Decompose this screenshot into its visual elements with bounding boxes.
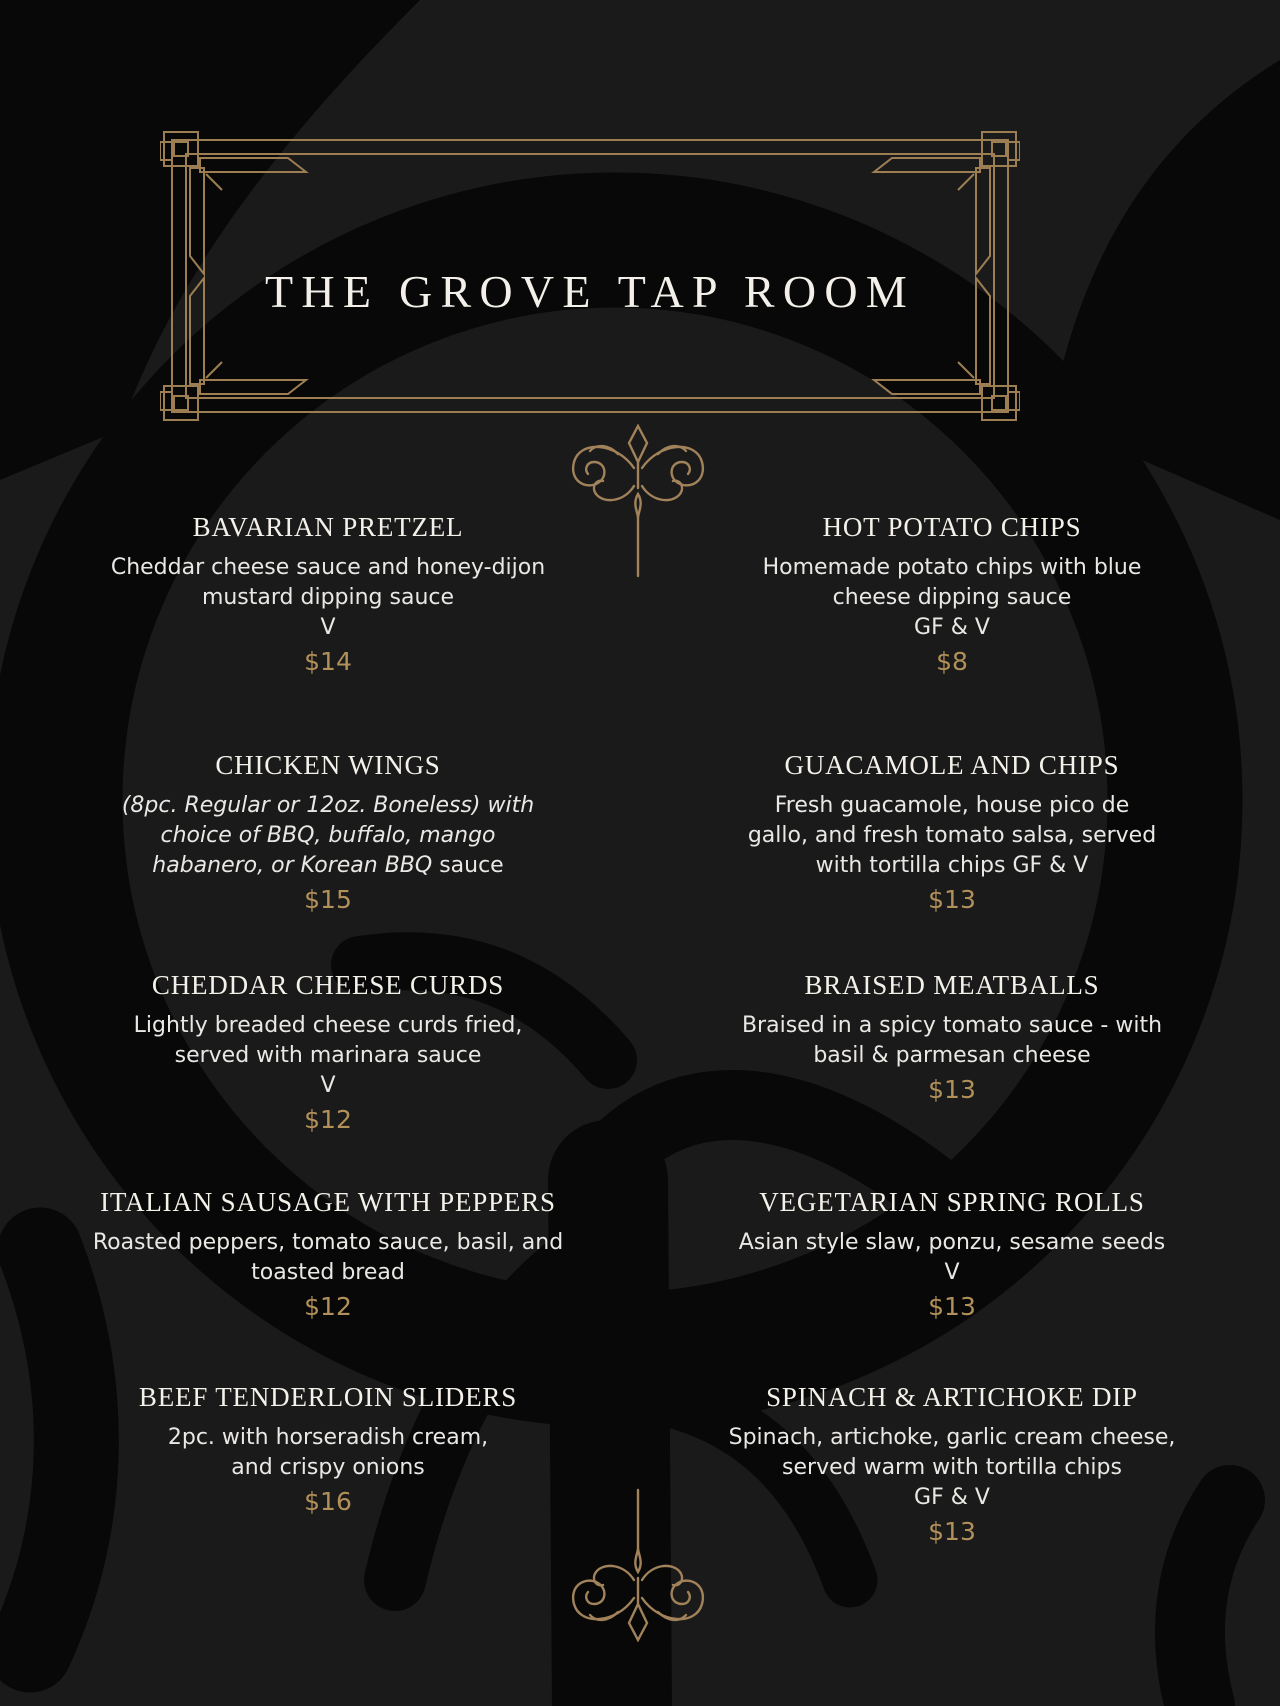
item-name: HOT POTATO CHIPS bbox=[822, 512, 1082, 542]
item-name: CHEDDAR CHEESE CURDS bbox=[151, 970, 505, 1000]
menu-item-guacamole-and-chips bbox=[688, 750, 1216, 917]
description-line: and crispy onions bbox=[231, 1455, 425, 1480]
item-description bbox=[64, 553, 592, 613]
item-description bbox=[688, 1228, 1216, 1258]
item-description bbox=[688, 1011, 1216, 1071]
description-line: Asian style slaw, ponzu, sesame seeds bbox=[738, 1230, 1166, 1255]
description-line: Spinach, artichoke, garlic cream cheese, bbox=[728, 1425, 1176, 1450]
item-price: $12 bbox=[304, 1105, 352, 1134]
dietary-label: V bbox=[320, 1073, 336, 1098]
item-name: CHICKEN WINGS bbox=[215, 750, 441, 780]
description-line: gallo, and fresh tomato salsa, served bbox=[747, 823, 1157, 848]
description-line: Fresh guacamole, house pico de bbox=[774, 793, 1130, 818]
dietary-label: V bbox=[320, 615, 336, 640]
menu-item-vegetarian-spring-rolls bbox=[688, 1187, 1216, 1324]
item-description bbox=[64, 791, 592, 881]
item-name: BRAISED MEATBALLS bbox=[804, 970, 1100, 1000]
item-price: $16 bbox=[304, 1487, 352, 1516]
description-regular-part: sauce bbox=[439, 853, 504, 878]
item-description bbox=[64, 1011, 592, 1071]
dietary-label: V bbox=[944, 1260, 960, 1285]
item-name: VEGETARIAN SPRING ROLLS bbox=[759, 1187, 1145, 1217]
menu-item-italian-sausage-with-peppers bbox=[64, 1187, 592, 1324]
item-price: $13 bbox=[928, 1075, 976, 1104]
description-line: choice of BBQ, buffalo, mango bbox=[160, 823, 496, 848]
item-description bbox=[64, 1228, 592, 1288]
item-price: $8 bbox=[936, 647, 968, 676]
menu-item-cheddar-cheese-curds bbox=[64, 970, 592, 1137]
menu-item-chicken-wings bbox=[64, 750, 592, 917]
menu-item-beef-tenderloin-sliders bbox=[64, 1382, 592, 1519]
description-line: Lightly breaded cheese curds fried, bbox=[133, 1013, 523, 1038]
description-line: Braised in a spicy tomato sauce - with bbox=[741, 1013, 1163, 1038]
description-line: served warm with tortilla chips bbox=[782, 1455, 1122, 1480]
description-line: basil & parmesan cheese bbox=[813, 1043, 1091, 1068]
item-price: $12 bbox=[304, 1292, 352, 1321]
description-line: Cheddar cheese sauce and honey-dijon bbox=[110, 555, 546, 580]
description-line: with tortilla chips GF & V bbox=[815, 853, 1089, 878]
menu-item-spinach-artichoke-dip bbox=[688, 1382, 1216, 1549]
item-price: $13 bbox=[928, 885, 976, 914]
description-line: toasted bread bbox=[251, 1260, 405, 1285]
item-description bbox=[64, 1423, 592, 1483]
item-description bbox=[688, 791, 1216, 881]
description-line: Roasted peppers, tomato sauce, basil, and bbox=[92, 1230, 564, 1255]
item-price: $13 bbox=[928, 1517, 976, 1546]
item-price: $13 bbox=[928, 1292, 976, 1321]
description-line: cheese dipping sauce bbox=[832, 585, 1072, 610]
description-line: 2pc. with horseradish cream, bbox=[167, 1425, 489, 1450]
menu-grid bbox=[64, 512, 1216, 1549]
description-line: served with marinara sauce bbox=[174, 1043, 482, 1068]
description-line bbox=[64, 851, 592, 881]
item-description bbox=[688, 1423, 1216, 1483]
dietary-label: GF & V bbox=[914, 615, 990, 640]
page-title: THE GROVE TAP ROOM bbox=[264, 265, 916, 317]
item-name: ITALIAN SAUSAGE WITH PEPPERS bbox=[100, 1187, 556, 1217]
menu-item-bavarian-pretzel bbox=[64, 512, 592, 679]
menu-item-braised-meatballs bbox=[688, 970, 1216, 1107]
description-line: (8pc. Regular or 12oz. Boneless) with bbox=[121, 793, 535, 818]
item-name: BEEF TENDERLOIN SLIDERS bbox=[138, 1382, 518, 1412]
item-name: SPINACH & ARTICHOKE DIP bbox=[766, 1382, 1138, 1412]
dietary-label: GF & V bbox=[914, 1485, 990, 1510]
item-name: BAVARIAN PRETZEL bbox=[192, 512, 464, 542]
item-name: GUACAMOLE AND CHIPS bbox=[784, 750, 1120, 780]
description-line: Homemade potato chips with blue bbox=[762, 555, 1142, 580]
description-line: mustard dipping sauce bbox=[201, 585, 455, 610]
menu-item-hot-potato-chips bbox=[688, 512, 1216, 679]
item-price: $15 bbox=[304, 885, 352, 914]
description-italic-part: habanero, or Korean BBQ bbox=[152, 853, 440, 878]
item-description bbox=[688, 553, 1216, 613]
item-price: $14 bbox=[304, 647, 352, 676]
